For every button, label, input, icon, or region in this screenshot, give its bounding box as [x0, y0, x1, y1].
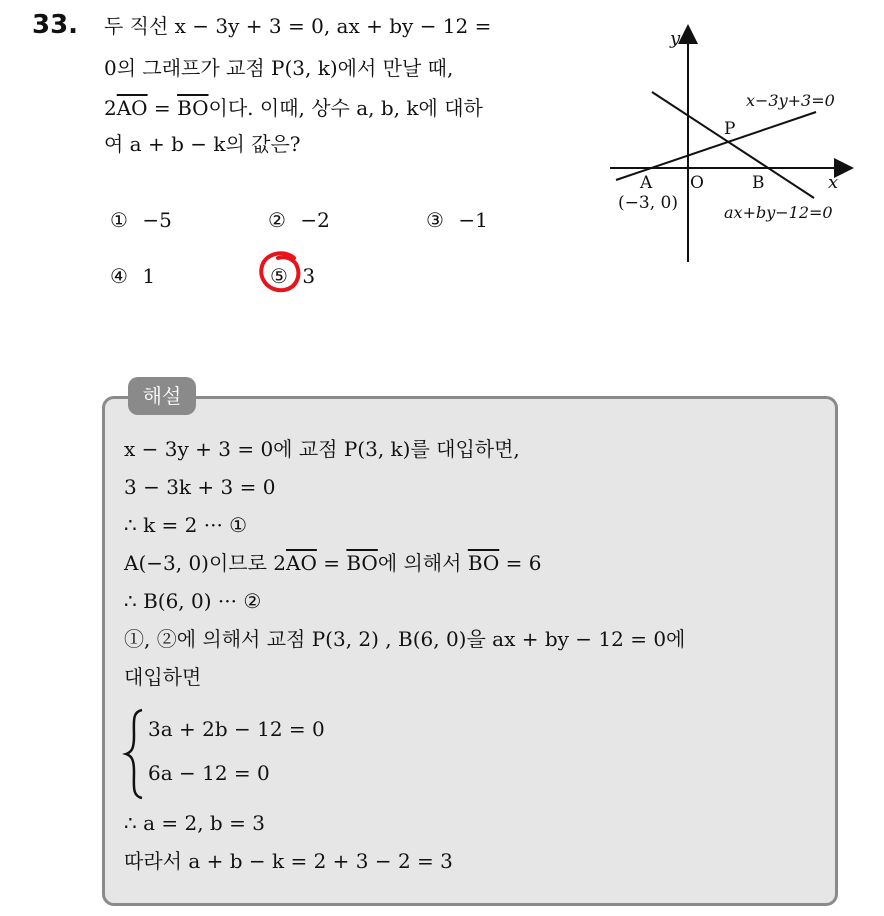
s4-ao: $\overline{AO}$ [286, 551, 317, 575]
line-1-label: x−3y+3=0 [746, 91, 835, 110]
system-eq-2: 6a − 12 = 0 [148, 761, 270, 785]
solution-line-8: ∴ a = 2, b = 3 [124, 811, 265, 835]
answer-circle-mark [256, 248, 306, 298]
choice-4-mark: ④ [110, 264, 128, 288]
q3-ao: $\overline{AO}$ [116, 96, 148, 120]
choice-5-mark: ⑤ [270, 264, 288, 288]
s4-mid2: 에 의해서 [377, 551, 468, 575]
solution-tab: 해설 [128, 377, 196, 415]
choice-1-value: −5 [142, 208, 172, 232]
q3-post: 이다. 이때, 상수 a, b, k에 대하 [208, 96, 483, 120]
solution-line-7: 대입하면 [124, 665, 202, 689]
s4-mid: = [316, 551, 347, 575]
point-p-label: P [724, 119, 736, 139]
choice-3[interactable] [426, 208, 488, 232]
choice-4[interactable] [110, 264, 155, 288]
origin-label: O [690, 173, 704, 193]
choice-3-mark: ③ [426, 208, 444, 232]
solution-line-1: x − 3y + 3 = 0에 교점 P(3, k)를 대입하면, [124, 437, 520, 461]
choice-1[interactable] [110, 208, 172, 232]
question-line-3 [104, 96, 483, 120]
question-number: 33. [32, 10, 79, 40]
line-graph [596, 20, 866, 270]
line-2-label: ax+by−12=0 [724, 203, 833, 222]
solution-line-2: 3 − 3k + 3 = 0 [124, 475, 276, 499]
point-b-label: B [752, 173, 765, 193]
q3-eq: = [147, 96, 178, 120]
system-eq-1: 3a + 2b − 12 = 0 [148, 717, 325, 741]
point-a-label: A [640, 173, 653, 193]
solution-line-4 [124, 550, 541, 576]
solution-line-3: ∴ k = 2 ··· ① [124, 513, 248, 537]
question-line-2: 0의 그래프가 교점 P(3, k)에서 만날 때, [104, 56, 454, 80]
solution-line-6: ①, ②에 의해서 교점 P(3, 2) , B(6, 0)을 ax + by − 12 = 0에 [124, 627, 686, 651]
question-line-1: 두 직선 x − 3y + 3 = 0, ax + by − 12 = [104, 14, 492, 38]
s4-bo2: $\overline{BO}$ [467, 551, 500, 575]
s4-bo1: $\overline{BO}$ [346, 551, 378, 575]
line-1 [616, 112, 816, 180]
choice-5-value: 3 [302, 264, 316, 288]
question-line-4: 여 a + b − k의 값은? [104, 132, 301, 156]
choice-2-mark: ② [268, 208, 286, 232]
choice-4-value: 1 [142, 264, 156, 288]
q3-bo: $\overline{BO}$ [177, 96, 209, 120]
choice-2[interactable] [268, 208, 330, 232]
solution-line-9: 따라서 a + b − k = 2 + 3 − 2 = 3 [124, 849, 453, 873]
choice-2-value: −2 [300, 208, 330, 232]
x-axis-label: x [828, 172, 839, 193]
system-brace [122, 708, 146, 800]
point-a-coord: (−3, 0) [618, 193, 678, 213]
q3-pre: 2 [104, 96, 117, 120]
choice-1-mark: ① [110, 208, 128, 232]
s4-post: = 6 [499, 551, 542, 575]
choice-3-value: −1 [458, 208, 488, 232]
y-axis-label: y [670, 28, 681, 49]
s4-pre: A(−3, 0)이므로 2 [124, 551, 287, 575]
solution-line-5: ∴ B(6, 0) ··· ② [124, 589, 262, 613]
